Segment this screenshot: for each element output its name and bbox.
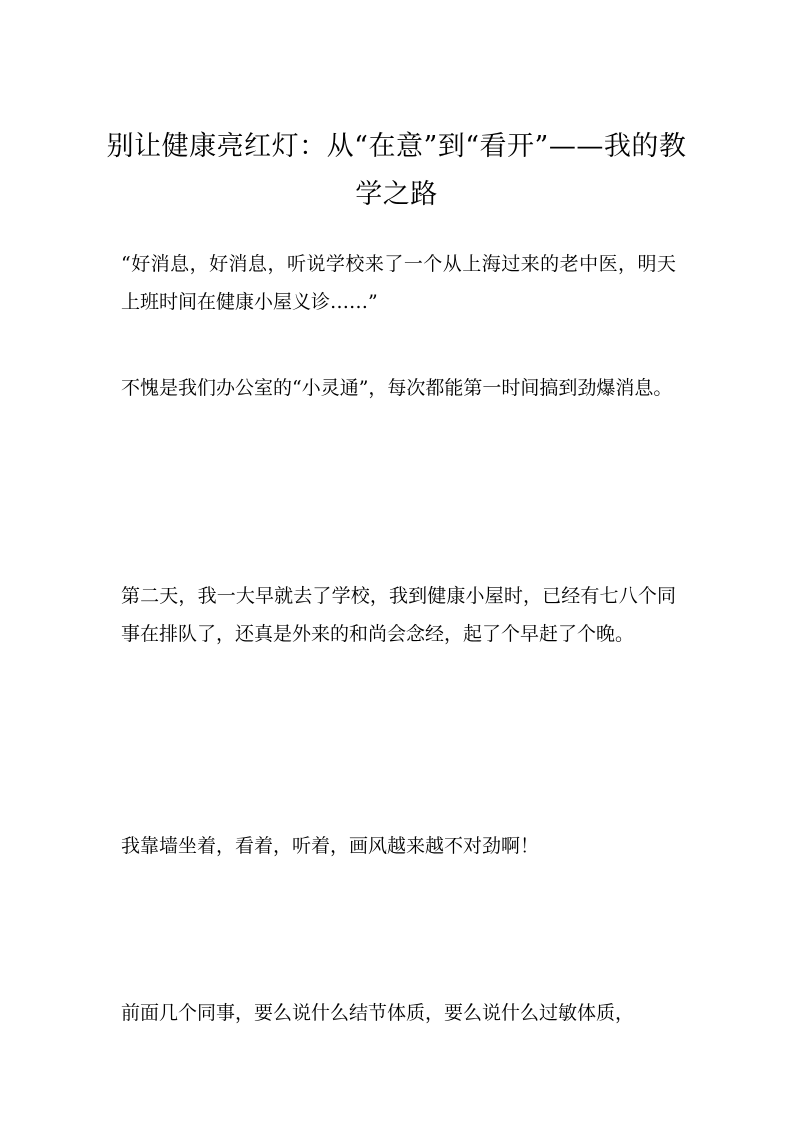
paragraph-4: 我靠墙坐着，看着，听着，画风越来越不对劲啊！ — [121, 835, 540, 857]
paragraph-5: 前面几个同事，要么说什么结节体质，要么说什么过敏体质， — [121, 1002, 635, 1024]
paragraph-3: 第二天，我一大早就去了学校，我到健康小屋时，已经有七八个同事在排队了，还真是外来的和尚会念经，起了个早赶了个晚。 — [121, 585, 676, 645]
paragraph-2: 不愧是我们办公室的“小灵通”，每次都能第一时间搞到劲爆消息。 — [121, 377, 673, 399]
paragraph-1: “好消息，好消息，听说学校来了一个从上海过来的老中医，明天上班时间在健康小屋义诊……” — [121, 253, 676, 313]
document-title: 别让健康亮红灯：从“在意”到“看开”——我的教学之路 — [106, 131, 687, 210]
